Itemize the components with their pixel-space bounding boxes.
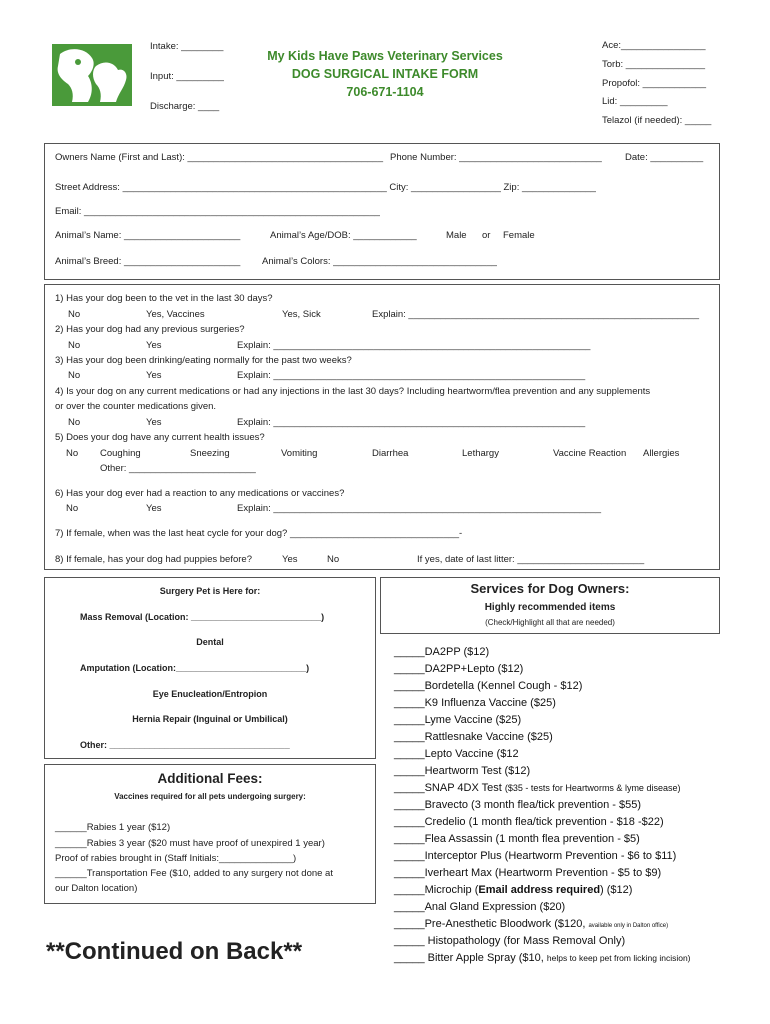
bloodwork-note: available only in Dalton office): [588, 923, 669, 929]
clinic-phone: 706-671-1104: [346, 85, 424, 99]
q1-yes-vaccines-option[interactable]: Yes, Vaccines: [146, 309, 205, 320]
surgery-heading: Surgery Pet is Here for:: [159, 586, 261, 596]
owner-name-field[interactable]: Owners Name (First and Last): _____________________________________: [55, 152, 383, 163]
service-lyme[interactable]: _____Lyme Vaccine ($25): [394, 714, 522, 726]
service-microchip[interactable]: [394, 884, 632, 896]
other-surgery-field[interactable]: Other: ____________________________________: [80, 740, 290, 750]
q3-explain-field[interactable]: Explain: ___________________________________________________________: [237, 370, 586, 381]
additional-fees-heading: Additional Fees:: [157, 771, 263, 786]
service-da2pp-lepto[interactable]: _____DA2PP+Lepto ($12): [394, 663, 524, 675]
rabies-1-year-option[interactable]: ______Rabies 1 year ($12): [55, 822, 171, 833]
service-bloodwork[interactable]: [394, 918, 668, 930]
question-4: 4) Is your dog on any current medications or had any injections in the last 30 days? Including heartworm/flea prevention and any supplements: [55, 386, 651, 397]
animal-colors-field[interactable]: Animal’s Colors: _______________________________: [262, 256, 497, 267]
female-option[interactable]: Female: [503, 230, 535, 241]
question-8: 8) If female, has your dog had puppies before?: [55, 554, 252, 565]
service-anal-gland[interactable]: _____Anal Gland Expression ($20): [394, 901, 566, 913]
date-field[interactable]: Date: __________: [625, 152, 704, 163]
bitter-apple-note: helps to keep pet from licking incision): [546, 953, 691, 963]
question-2: 2) Has your dog had any previous surgeries?: [55, 324, 245, 335]
mass-removal-field[interactable]: Mass Removal (Location: __________________________): [80, 612, 325, 622]
services-sub: Highly recommended items: [484, 602, 616, 613]
q5-diarrhea-option[interactable]: Diarrhea: [372, 448, 409, 459]
q5-no-option[interactable]: No: [66, 448, 79, 459]
q8-yes-option[interactable]: Yes: [282, 554, 298, 565]
q2-explain-field[interactable]: Explain: ____________________________________________________________: [237, 340, 591, 351]
q6-explain-field[interactable]: Explain: ______________________________________________________________: [237, 503, 602, 514]
q3-no-option[interactable]: No: [68, 370, 81, 381]
input-field[interactable]: Input: _________: [150, 71, 224, 82]
form-title: DOG SURGICAL INTAKE FORM: [291, 67, 479, 81]
additional-fees-sub: Vaccines required for all pets undergoing surgery:: [114, 792, 306, 801]
snap-4dx-note: ($35 - tests for Heartworms & lyme disease): [504, 783, 681, 793]
q5-lethargy-option[interactable]: Lethargy: [462, 448, 499, 459]
services-note: (Check/Highlight all that are needed): [485, 618, 615, 627]
q8-litter-date-field[interactable]: If yes, date of last litter: ________________________: [417, 554, 645, 565]
q6-no-option[interactable]: No: [66, 503, 79, 514]
snap-4dx-label: _____SNAP 4DX Test: [394, 782, 502, 794]
service-iverheart-max[interactable]: _____Iverheart Max (Heartworm Prevention - $5 to $9): [394, 867, 662, 879]
clinic-logo: [52, 44, 132, 106]
q2-yes-option[interactable]: Yes: [146, 340, 162, 351]
propofol-field[interactable]: Propofol: ____________: [602, 78, 707, 89]
animal-age-field[interactable]: Animal’s Age/DOB: ____________: [270, 230, 417, 241]
service-credelio[interactable]: _____Credelio (1 month flea/tick prevention - $18 -$22): [394, 816, 664, 828]
services-heading: Services for Dog Owners:: [470, 581, 630, 596]
service-lepto[interactable]: _____Lepto Vaccine ($12: [394, 748, 519, 760]
animal-name-field[interactable]: Animal’s Name: ______________________: [55, 230, 241, 241]
eye-enucleation-option[interactable]: Eye Enucleation/Entropion: [152, 689, 268, 699]
bitter-apple-label: _____ Bitter Apple Spray ($10,: [394, 952, 544, 964]
or-label: or: [482, 230, 491, 241]
rabies-3-year-option[interactable]: ______Rabies 3 year ($20 must have proof of unexpired 1 year): [55, 838, 325, 849]
question-1: 1) Has your dog been to the vet in the last 30 days?: [55, 293, 273, 304]
service-da2pp[interactable]: _____DA2PP ($12): [394, 646, 490, 658]
discharge-field[interactable]: Discharge: ____: [150, 101, 220, 112]
rabies-proof-field[interactable]: Proof of rabies brought in (Staff Initials:______________): [55, 853, 297, 864]
bloodwork-label: _____Pre-Anesthetic Bloodwork ($120,: [394, 918, 586, 930]
service-bravecto[interactable]: _____Bravecto (3 month flea/tick prevention - $55): [394, 799, 642, 811]
service-k9-influenza[interactable]: _____K9 Influenza Vaccine ($25): [394, 697, 556, 709]
lid-field[interactable]: Lid: _________: [602, 96, 668, 107]
question-6: 6) Has your dog ever had a reaction to any medications or vaccines?: [55, 488, 345, 499]
service-snap-4dx[interactable]: [394, 782, 680, 794]
dog-cat-silhouette-icon: [52, 44, 132, 106]
intake-field[interactable]: Intake: ________: [150, 41, 224, 52]
torb-field[interactable]: Torb: _______________: [602, 59, 706, 70]
ace-field[interactable]: Ace:________________: [602, 40, 706, 51]
service-bitter-apple[interactable]: [394, 952, 691, 964]
male-option[interactable]: Male: [446, 230, 467, 241]
q5-vomiting-option[interactable]: Vomiting: [281, 448, 318, 459]
question-4-cont: or over the counter medications given.: [55, 401, 217, 412]
q6-yes-option[interactable]: Yes: [146, 503, 162, 514]
question-3: 3) Has your dog been drinking/eating normally for the past two weeks?: [55, 355, 352, 366]
service-bordetella[interactable]: _____Bordetella (Kennel Cough - $12): [394, 680, 583, 692]
transportation-fee-cont: our Dalton location): [55, 883, 138, 894]
amputation-field[interactable]: Amputation (Location:__________________________): [80, 663, 310, 673]
service-interceptor-plus[interactable]: _____Interceptor Plus (Heartworm Prevention - $6 to $11): [394, 850, 677, 862]
transportation-fee-option[interactable]: ______Transportation Fee ($10, added to any surgery not done at: [55, 868, 333, 879]
q1-yes-sick-option[interactable]: Yes, Sick: [282, 309, 321, 320]
q5-coughing-option[interactable]: Coughing: [100, 448, 141, 459]
service-histopathology[interactable]: _____ Histopathology (for Mass Removal Only): [394, 935, 626, 947]
clinic-name: My Kids Have Paws Veterinary Services: [267, 49, 503, 63]
hernia-repair-option[interactable]: Hernia Repair (Inguinal or Umbilical): [132, 714, 288, 724]
email-field[interactable]: Email: ________________________________________________________: [55, 206, 380, 217]
service-flea-assassin[interactable]: _____Flea Assassin (1 month flea prevention - $5): [394, 833, 640, 845]
q8-no-option[interactable]: No: [327, 554, 340, 565]
question-5: 5) Does your dog have any current health issues?: [55, 432, 265, 443]
q4-yes-option[interactable]: Yes: [146, 417, 162, 428]
q1-explain-field[interactable]: Explain: _______________________________________________________: [372, 309, 700, 320]
street-address-field[interactable]: Street Address: __________________________________________________ City: _________________ Zip: ______________: [55, 182, 596, 193]
q3-yes-option[interactable]: Yes: [146, 370, 162, 381]
continued-on-back: **Continued on Back**: [46, 938, 303, 965]
q4-no-option[interactable]: No: [68, 417, 81, 428]
service-rattlesnake[interactable]: _____Rattlesnake Vaccine ($25): [394, 731, 553, 743]
question-7-field[interactable]: 7) If female, when was the last heat cycle for your dog? ________________________________-: [55, 528, 463, 539]
phone-number-field[interactable]: Phone Number: ___________________________: [390, 152, 602, 163]
dental-option[interactable]: Dental: [196, 637, 224, 647]
q5-vaccine-reaction-option[interactable]: Vaccine Reaction: [553, 448, 627, 459]
microchip-email-required: Email address required: [478, 884, 601, 896]
q5-sneezing-option[interactable]: Sneezing: [190, 448, 230, 459]
q1-no-option[interactable]: No: [68, 309, 81, 320]
microchip-label: _____Microchip (: [394, 884, 479, 896]
animal-breed-field[interactable]: Animal’s Breed: ______________________: [55, 256, 241, 267]
q2-no-option[interactable]: No: [68, 340, 81, 351]
service-heartworm-test[interactable]: _____Heartworm Test ($12): [394, 765, 531, 777]
q5-other-field[interactable]: Other: ________________________: [100, 463, 256, 474]
telazol-field[interactable]: Telazol (if needed): _____: [602, 115, 712, 126]
q4-explain-field[interactable]: Explain: ___________________________________________________________: [237, 417, 586, 428]
microchip-price: ) ($12): [600, 884, 633, 896]
q5-allergies-option[interactable]: Allergies: [643, 448, 680, 459]
